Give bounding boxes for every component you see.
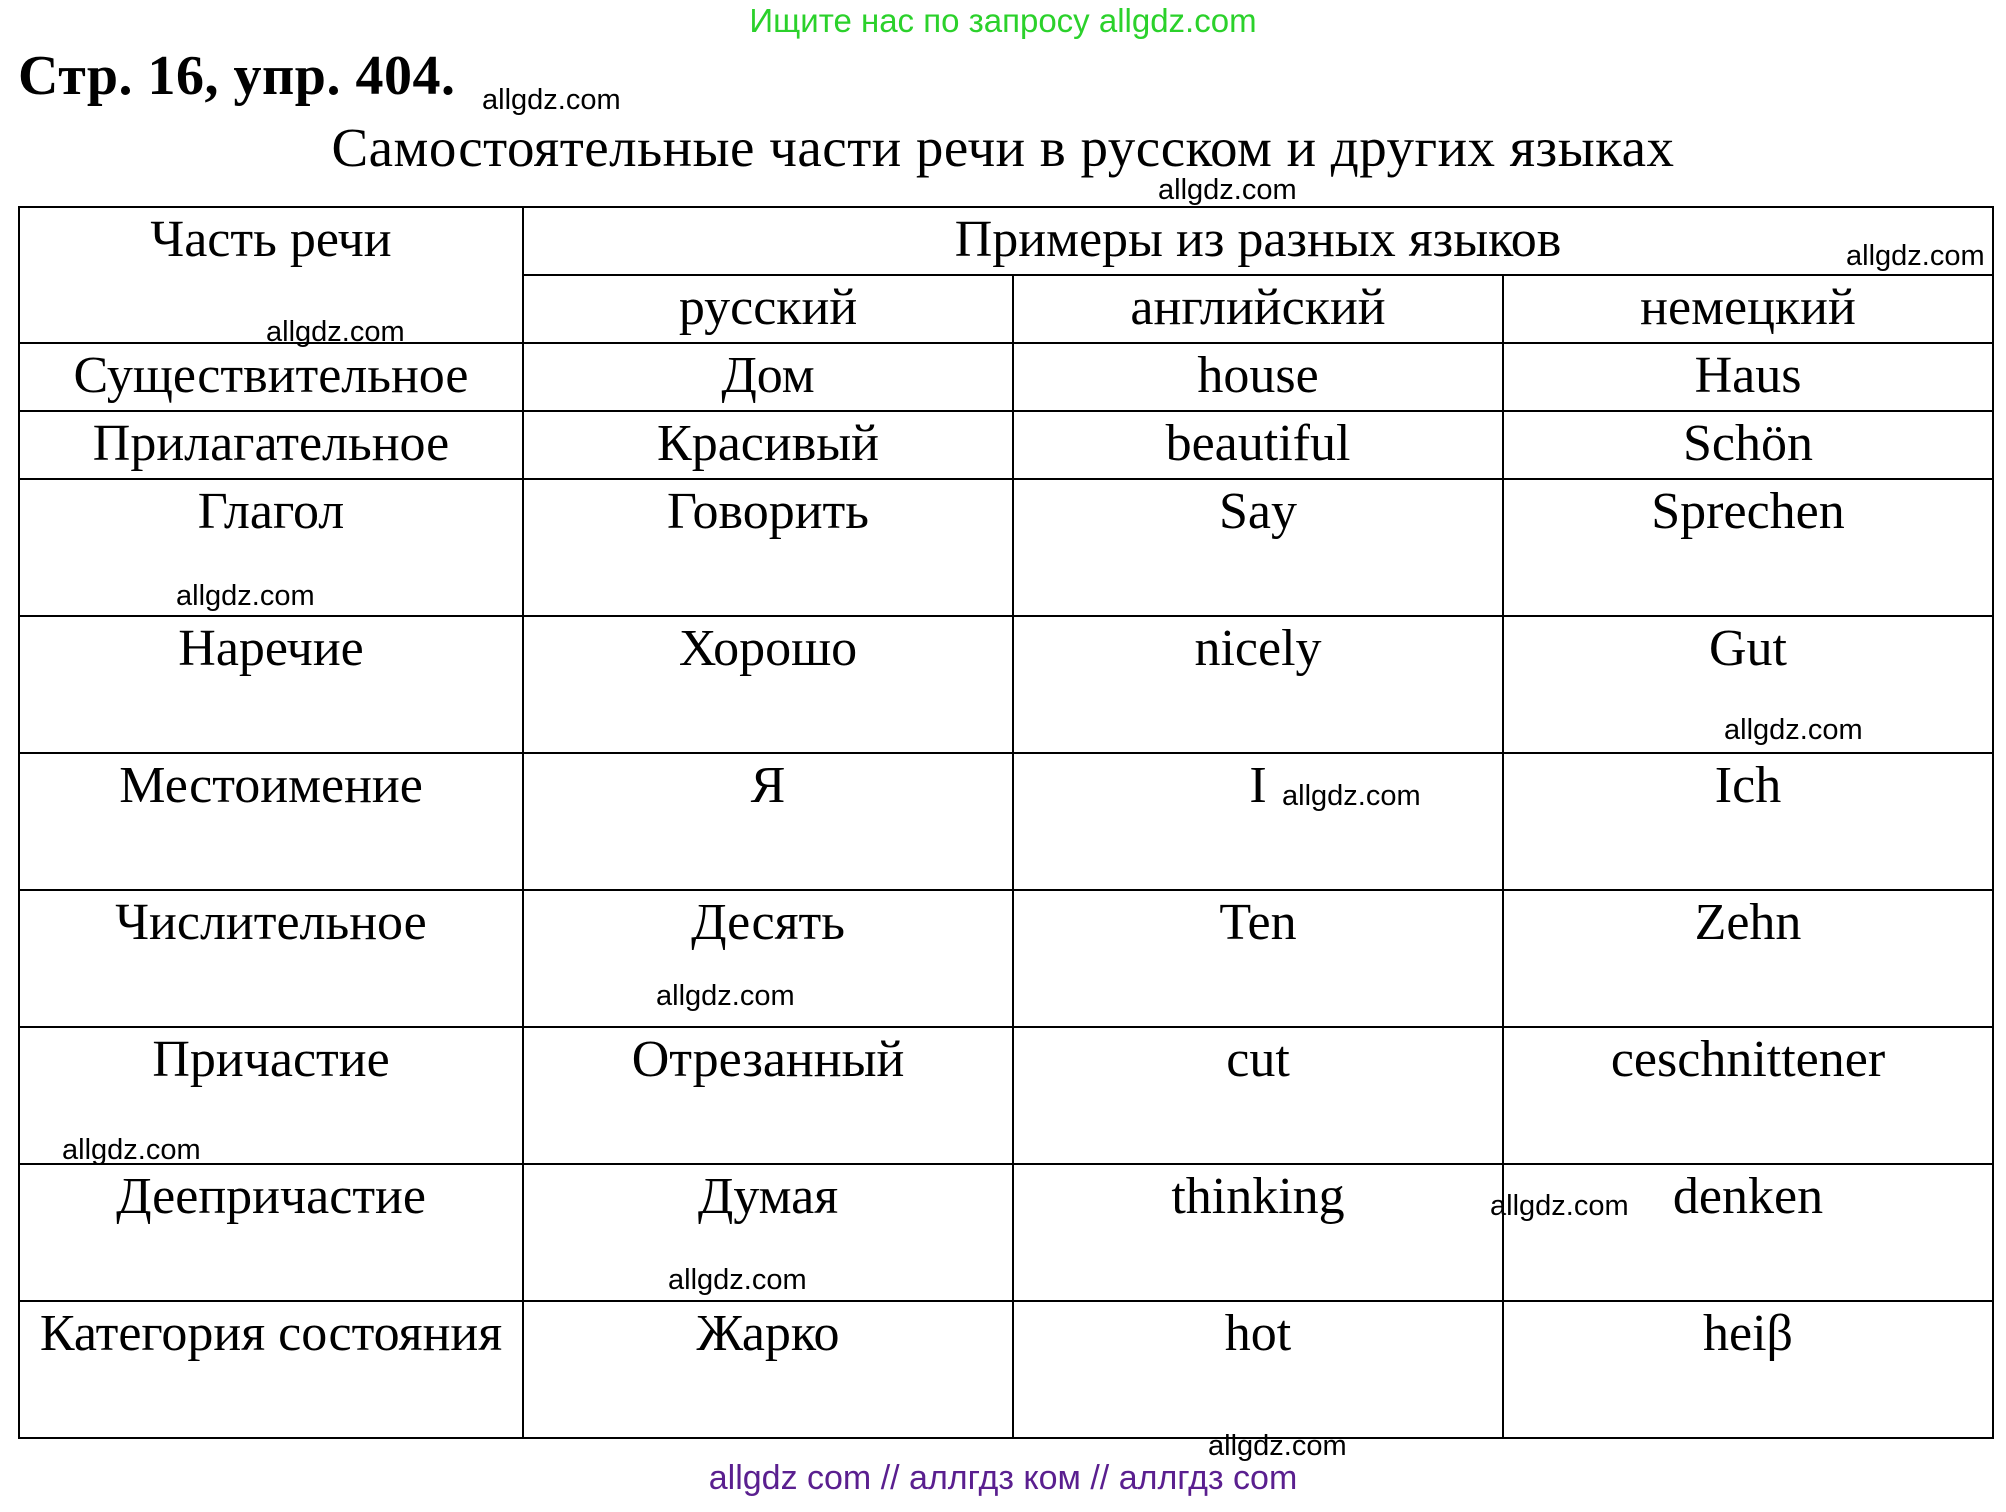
header-part-of-speech: Часть речи: [19, 207, 523, 343]
table-row: [19, 753, 1993, 890]
cell-russian: Десять: [523, 890, 1013, 1027]
header-language-english: английский: [1013, 275, 1503, 343]
cell-german: Schön: [1503, 411, 1993, 479]
table-row: [19, 479, 1993, 616]
cell-english: Say: [1013, 479, 1503, 616]
cell-part-of-speech: Причастие: [19, 1027, 523, 1164]
watermark: allgdz.com: [1282, 780, 1421, 812]
cell-russian: Дом: [523, 343, 1013, 411]
cell-german: denken: [1503, 1164, 1993, 1301]
page-title: Самостоятельные части речи в русском и других языках: [331, 117, 1675, 178]
cell-russian: Я: [523, 753, 1013, 890]
cell-english: nicely: [1013, 616, 1503, 753]
cell-english: hot: [1013, 1301, 1503, 1438]
watermark: allgdz.com: [176, 580, 315, 612]
cell-part-of-speech: Прилагательное: [19, 411, 523, 479]
cell-german: Sprechen: [1503, 479, 1993, 616]
header-language-russian: русский: [523, 275, 1013, 343]
watermark: allgdz.com: [668, 1264, 807, 1296]
watermark: allgdz.com: [1724, 714, 1863, 746]
table-row: [19, 616, 1993, 753]
watermark: allgdz.com: [656, 980, 795, 1012]
exercise-heading: Стр. 16, упр. 404.: [18, 45, 456, 107]
parts-of-speech-table: [18, 206, 1994, 1439]
cell-part-of-speech: Существительное: [19, 343, 523, 411]
cell-russian: Хорошо: [523, 616, 1013, 753]
watermark: allgdz.com: [1490, 1190, 1629, 1222]
cell-russian: Красивый: [523, 411, 1013, 479]
footer-links: allgdz com // аллгдз ком // аллгдз com: [708, 1459, 1298, 1497]
watermark: allgdz.com: [266, 316, 405, 348]
watermark: allgdz.com: [62, 1134, 201, 1166]
cell-english: Ten: [1013, 890, 1503, 1027]
watermark: allgdz.com: [1846, 240, 1985, 272]
top-banner: Ищите нас по запросу allgdz.com: [749, 2, 1257, 39]
cell-english: I: [1013, 753, 1503, 890]
cell-english: cut: [1013, 1027, 1503, 1164]
cell-english: thinking: [1013, 1164, 1503, 1301]
cell-part-of-speech: Глагол: [19, 479, 523, 616]
cell-russian: Жарко: [523, 1301, 1013, 1438]
cell-german: Gut: [1503, 616, 1993, 753]
cell-english: beautiful: [1013, 411, 1503, 479]
table-row: [19, 1164, 1993, 1301]
cell-part-of-speech: Местоимение: [19, 753, 523, 890]
cell-german: heiβ: [1503, 1301, 1993, 1438]
table-row: [19, 343, 1993, 411]
table-row: [19, 1301, 1993, 1438]
table-row: [19, 411, 1993, 479]
table-row: [19, 1027, 1993, 1164]
cell-part-of-speech: Деепричастие: [19, 1164, 523, 1301]
header-examples: Примеры из разных языков: [523, 207, 1993, 275]
table-header-row: [19, 207, 1993, 275]
cell-part-of-speech: Наречие: [19, 616, 523, 753]
cell-part-of-speech: Числительное: [19, 890, 523, 1027]
cell-russian: Говорить: [523, 479, 1013, 616]
watermark: allgdz.com: [482, 84, 621, 116]
watermark: allgdz.com: [1158, 174, 1297, 206]
cell-russian: Думая: [523, 1164, 1013, 1301]
cell-part-of-speech: Категория состояния: [19, 1301, 523, 1438]
cell-russian: Отрезанный: [523, 1027, 1013, 1164]
cell-german: ceschnittener: [1503, 1027, 1993, 1164]
watermark: allgdz.com: [1208, 1430, 1347, 1462]
cell-german: Haus: [1503, 343, 1993, 411]
cell-german: Zehn: [1503, 890, 1993, 1027]
table-row: [19, 890, 1993, 1027]
header-language-german: немецкий: [1503, 275, 1993, 343]
cell-german: Ich: [1503, 753, 1993, 890]
cell-english: house: [1013, 343, 1503, 411]
